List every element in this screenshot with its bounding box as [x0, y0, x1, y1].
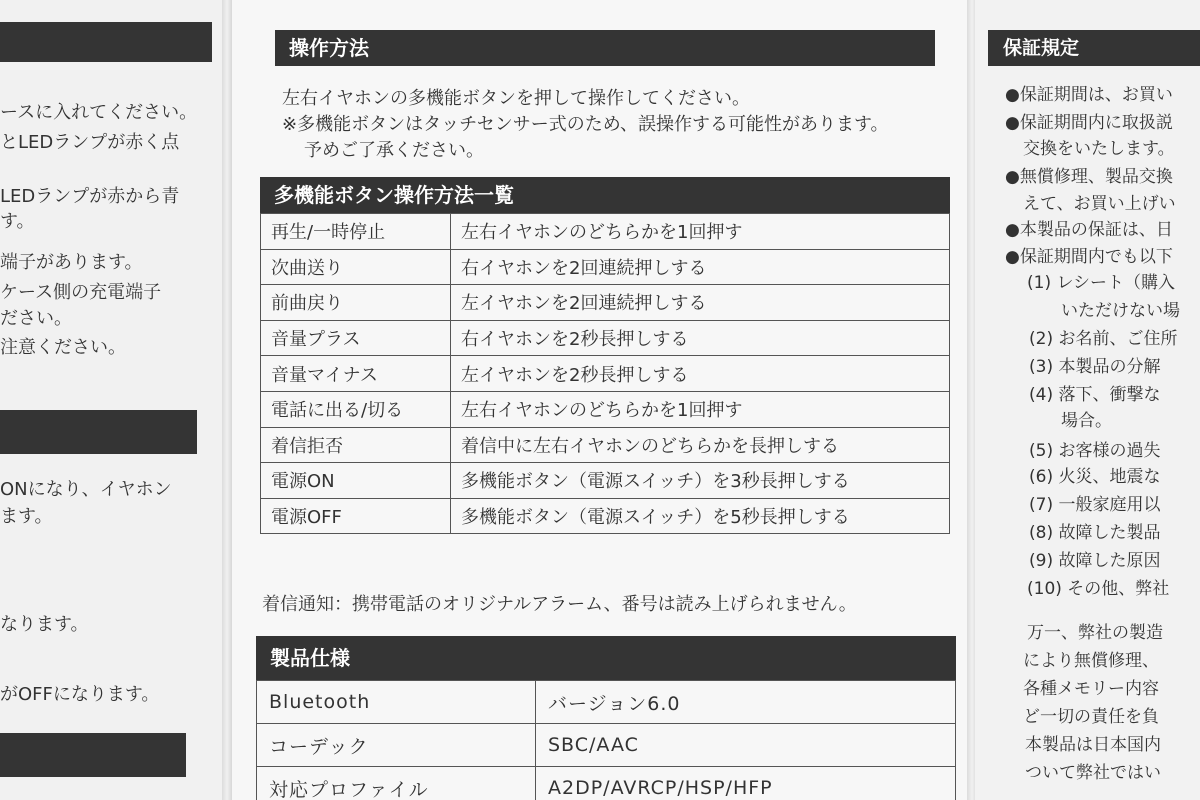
warranty-line: ●無償修理、製品交換 [1005, 167, 1173, 187]
right-panel [975, 0, 1200, 800]
warranty-line: (3) 本製品の分解 [1029, 357, 1161, 377]
warranty-line: (9) 故障した原因 [1029, 551, 1161, 571]
table-row [261, 427, 950, 463]
warranty-line: 各種メモリー内容 [1023, 679, 1159, 699]
warranty-line: により無償修理、 [1023, 651, 1159, 671]
left-panel [0, 0, 222, 800]
spec-label: 対応プロファイル [257, 767, 536, 800]
left-text-line: ONになり、イヤホン [0, 479, 172, 500]
left-header-bar-2 [0, 410, 197, 454]
action-cell: 前曲戻り [261, 285, 451, 321]
warranty-line: いただけない場 [1061, 301, 1180, 321]
warranty-line: (7) 一般家庭用以 [1029, 495, 1161, 515]
warranty-line: えて、お買い上げい [1023, 194, 1176, 214]
table-row [261, 249, 950, 285]
spec-label: Bluetooth [257, 681, 536, 724]
left-text-line: 端子があります。 [0, 252, 143, 273]
warranty-line: (10) その他、弊社 [1027, 579, 1170, 599]
left-text-line: ケース側の充電端子 [0, 282, 162, 303]
spec-row [257, 724, 956, 767]
warranty-line: 本製品は日本国内 [1025, 735, 1161, 755]
intro-text: 左右イヤホンの多機能ボタンを押して操作してください。 [282, 88, 750, 109]
table-title: 多機能ボタン操作方法一覧 [260, 177, 950, 213]
action-cell: 着信拒否 [261, 427, 451, 463]
left-text-line: がOFFになります。 [0, 684, 160, 705]
warranty-line: (1) レシート（購入 [1027, 273, 1176, 293]
table-row [261, 285, 950, 321]
spec-label: コーデック [257, 724, 536, 767]
left-text-line: なります。 [0, 614, 89, 635]
left-text-line: とLEDランプが赤く点 [0, 132, 180, 153]
left-text-line: LEDランプが赤から青 [0, 186, 180, 207]
action-cell: 電話に出る/切る [261, 391, 451, 427]
warranty-line: (6) 火災、地震な [1029, 467, 1161, 487]
spec-row [257, 767, 956, 800]
method-cell: 多機能ボタン（電源スイッチ）を5秒長押しする [451, 498, 950, 534]
table-row [261, 498, 950, 534]
method-cell: 左イヤホンを2秒長押しする [451, 356, 950, 392]
warranty-line: ど一切の責任を負 [1023, 707, 1159, 727]
method-cell: 左右イヤホンのどちらかを1回押す [451, 391, 950, 427]
left-text-line: ます。 [0, 506, 53, 527]
warranty-line: (8) 故障した製品 [1029, 523, 1161, 543]
spec-row [257, 681, 956, 724]
note-text: ※多機能ボタンはタッチセンサー式のため、誤操作する可能性があります。 [282, 114, 889, 135]
method-cell: 着信中に左右イヤホンのどちらかを長押しする [451, 427, 950, 463]
operations-table [260, 177, 950, 534]
warranty-title: 保証規定 [988, 30, 1200, 66]
left-text-line: ースに入れてください。 [0, 102, 198, 123]
warranty-line: (5) お客様の過失 [1029, 441, 1161, 461]
footnote: 着信通知：携帯電話のオリジナルアラーム、番号は読み上げられません。 [262, 594, 857, 615]
method-cell: 多機能ボタン（電源スイッチ）を3秒長押しする [451, 463, 950, 499]
action-cell: 電源OFF [261, 498, 451, 534]
warranty-line: ●本製品の保証は、日 [1005, 220, 1173, 240]
spec-title: 製品仕様 [256, 636, 956, 680]
table-row [261, 391, 950, 427]
warranty-line: ついて弊社ではい [1025, 763, 1161, 783]
left-text-line: ださい。 [0, 308, 72, 329]
note-text-continued: 予めご了承ください。 [304, 140, 484, 161]
method-cell: 右イヤホンを2回連続押しする [451, 249, 950, 285]
method-cell: 左右イヤホンのどちらかを1回押す [451, 214, 950, 250]
warranty-line: (2) お名前、ご住所 [1029, 329, 1178, 349]
action-cell: 音量プラス [261, 320, 451, 356]
action-cell: 再生/一時停止 [261, 214, 451, 250]
warranty-line: ●保証期間内でも以下 [1005, 247, 1173, 267]
method-cell: 左イヤホンを2回連続押しする [451, 285, 950, 321]
section-title: 操作方法 [275, 30, 935, 66]
warranty-line: ●保証期間は、お買い [1005, 85, 1173, 105]
warranty-line: 万一、弊社の製造 [1027, 623, 1163, 643]
table-row [261, 356, 950, 392]
table-row [261, 214, 950, 250]
warranty-line: 交換をいたします。 [1023, 139, 1175, 159]
main-panel [232, 0, 967, 800]
spec-table [256, 680, 956, 800]
left-header-bar-1 [0, 22, 212, 62]
table-row [261, 463, 950, 499]
warranty-line: (4) 落下、衝撃な [1029, 385, 1161, 405]
paper-fold [222, 0, 232, 800]
left-text-line: す。 [0, 211, 35, 232]
warranty-line: ●保証期間内に取扱説 [1005, 113, 1173, 133]
action-cell: 音量マイナス [261, 356, 451, 392]
warranty-line: 場合。 [1061, 411, 1112, 431]
table-row [261, 320, 950, 356]
action-cell: 次曲送り [261, 249, 451, 285]
spec-value: A2DP/AVRCP/HSP/HFP [536, 767, 956, 800]
method-cell: 右イヤホンを2秒長押しする [451, 320, 950, 356]
left-text-line: 注意ください。 [0, 337, 126, 358]
action-cell: 電源ON [261, 463, 451, 499]
spec-value: バージョン6.0 [536, 681, 956, 724]
spec-value: SBC/AAC [536, 724, 956, 767]
left-header-bar-3 [0, 733, 186, 777]
